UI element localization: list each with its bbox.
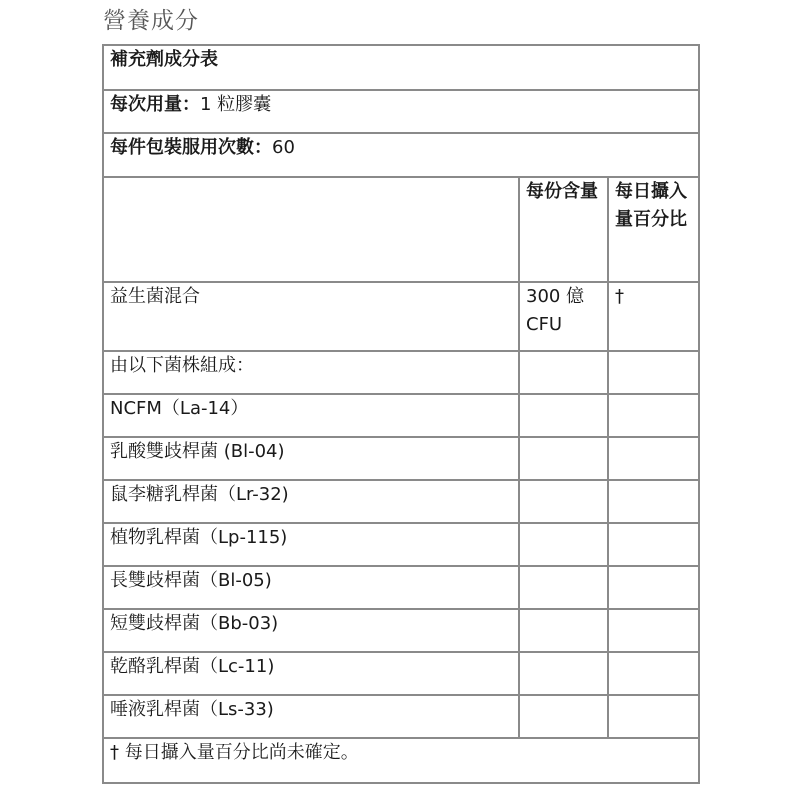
column-header-row: [103, 177, 699, 282]
table-row: [103, 480, 699, 523]
empty-cell: [608, 695, 699, 738]
serving-size-label: 每次用量：: [110, 94, 200, 115]
blend-name: 益生菌混合: [103, 282, 519, 351]
table-title-row: [103, 45, 699, 90]
strain-name: 鼠李糖乳桿菌（Lr-32): [103, 480, 519, 523]
empty-cell: [519, 609, 608, 652]
servings-per-container-cell: [103, 133, 699, 177]
blend-daily-value: †: [608, 282, 699, 351]
table-row: [103, 437, 699, 480]
page-heading: 營養成分: [103, 8, 199, 34]
empty-cell: [519, 566, 608, 609]
empty-cell: [608, 609, 699, 652]
empty-cell: [519, 695, 608, 738]
amount-per-serving-header: 每份含量: [519, 177, 608, 282]
table-row: [103, 394, 699, 437]
footnote: † 每日攝入量百分比尚未確定。: [103, 738, 699, 783]
empty-cell: [519, 480, 608, 523]
servings-per-container-label: 每件包裝服用次數：: [110, 137, 272, 158]
table-row: [103, 695, 699, 738]
empty-cell: [519, 351, 608, 394]
empty-cell: [608, 394, 699, 437]
empty-cell: [608, 652, 699, 695]
empty-cell: [608, 480, 699, 523]
empty-cell: [519, 652, 608, 695]
serving-size-cell: [103, 90, 699, 133]
table-row: [103, 566, 699, 609]
empty-cell: [519, 437, 608, 480]
footnote-row: [103, 738, 699, 783]
servings-per-container-value: 60: [272, 137, 295, 158]
empty-cell: [608, 437, 699, 480]
daily-value-header: 每日攝入量百分比: [608, 177, 699, 282]
strain-name: 乾酪乳桿菌（Lc-11): [103, 652, 519, 695]
serving-size-row: [103, 90, 699, 133]
blend-amount: 300 億 CFU: [519, 282, 608, 351]
strain-name: 短雙歧桿菌（Bb-03): [103, 609, 519, 652]
empty-cell: [519, 394, 608, 437]
table-row: [103, 351, 699, 394]
strain-name: 唾液乳桿菌（Ls-33): [103, 695, 519, 738]
ingredient-header-cell: [103, 177, 519, 282]
table-row: [103, 652, 699, 695]
strain-name: 植物乳桿菌（Lp-115): [103, 523, 519, 566]
strain-name: 乳酸雙歧桿菌 (Bl-04): [103, 437, 519, 480]
table-row: [103, 609, 699, 652]
strains-intro: 由以下菌株組成：: [103, 351, 519, 394]
table-row: [103, 523, 699, 566]
serving-size-value: 1 粒膠囊: [200, 94, 272, 115]
servings-per-container-row: [103, 133, 699, 177]
empty-cell: [608, 351, 699, 394]
supplement-facts-table: [102, 44, 700, 784]
table-row: [103, 282, 699, 351]
table-title: 補充劑成分表: [103, 45, 699, 90]
strain-name: 長雙歧桿菌（Bl-05): [103, 566, 519, 609]
empty-cell: [519, 523, 608, 566]
strain-name: NCFM（La-14）: [103, 394, 519, 437]
empty-cell: [608, 523, 699, 566]
empty-cell: [608, 566, 699, 609]
